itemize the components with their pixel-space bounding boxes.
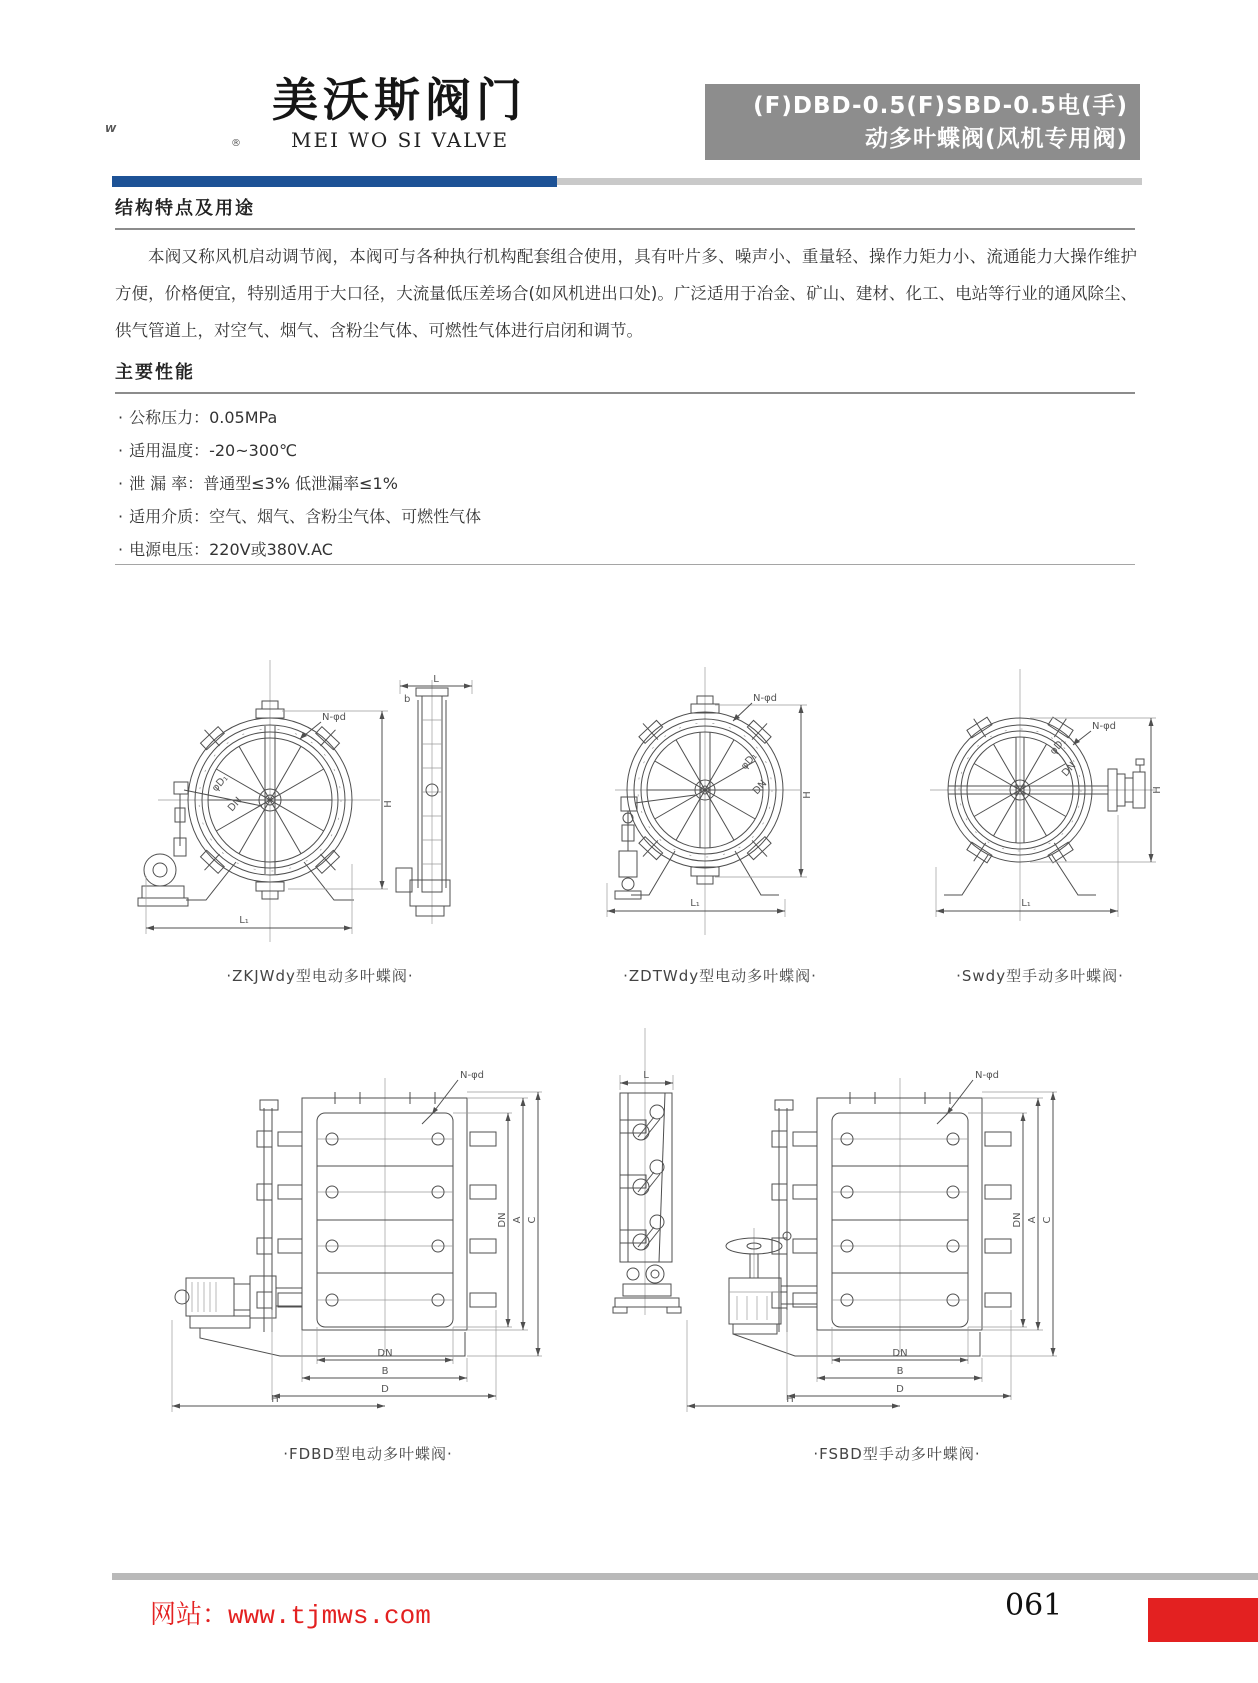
front-view bbox=[158, 660, 380, 942]
dim-label-nphid: N-φd bbox=[753, 693, 778, 704]
manual-gear-operator bbox=[1108, 759, 1145, 811]
front-view bbox=[930, 669, 1155, 921]
support-leg bbox=[631, 851, 675, 895]
support-leg bbox=[735, 851, 779, 895]
electric-actuator bbox=[175, 1276, 465, 1356]
dimensions bbox=[172, 1070, 542, 1412]
footer-red-tab bbox=[1148, 1598, 1258, 1642]
dim-label-dn: DN bbox=[226, 795, 245, 815]
dim-label-l1: L₁ bbox=[239, 915, 249, 926]
dim-label-dn: DN bbox=[892, 1348, 908, 1359]
support-leg bbox=[304, 862, 354, 900]
dim-label-h: H bbox=[271, 1394, 279, 1405]
dim-label-dn: DN bbox=[377, 1348, 393, 1359]
dim-label-c: C bbox=[1042, 1216, 1053, 1224]
bullet-icon: · bbox=[118, 540, 124, 559]
dim-label-nphid: N-φd bbox=[322, 712, 347, 723]
dim-label-dn: DN bbox=[751, 778, 770, 798]
list-item-text: 适用介质：空气、烟气、含粉尘气体、可燃性气体 bbox=[129, 507, 482, 526]
dim-label-h: H bbox=[1152, 786, 1163, 794]
caption-swdy: ·Swdy型手动多叶蝶阀· bbox=[956, 967, 1124, 985]
features-paragraph: 本阀又称风机启动调节阀，本阀可与各种执行机构配套组合使用，具有叶片多、噪声小、重量轻、操作力矩力小、流通能力大操作维护方便，价格便宜，特别适用于大口径，大流量低压差场合(如风机进出口处)。广泛适用于冶金、矿山、建材、化工、电站等行业的通风除尘、供气管道上，对空气、烟气、含粉尘气体、可燃性气体进行启闭和调节。 bbox=[115, 247, 1137, 340]
logo-w-mark: W bbox=[105, 124, 117, 135]
caption-fsbd: ·FSBD型手动多叶蝶阀· bbox=[813, 1445, 981, 1463]
bullet-icon: · bbox=[118, 507, 124, 526]
company-logo bbox=[103, 62, 268, 154]
dim-label-dn: DN bbox=[1060, 760, 1079, 780]
support-leg bbox=[186, 862, 236, 900]
bullet-icon: · bbox=[118, 474, 124, 493]
side-view bbox=[396, 674, 472, 924]
registered-mark-icon: ® bbox=[231, 138, 241, 149]
list-item-text: 电源电压：220V或380V.AC bbox=[129, 540, 333, 559]
header-accent-bar-gray bbox=[557, 178, 1142, 185]
dim-label-nphid: N-φd bbox=[975, 1070, 1000, 1081]
brand-name-en: MEI WO SI VALVE bbox=[291, 128, 510, 152]
website-url[interactable]: www.tjmws.com bbox=[228, 1601, 431, 1631]
performance-list bbox=[118, 401, 481, 566]
section-title-performance: 主要性能 bbox=[115, 362, 195, 383]
list-item bbox=[118, 467, 481, 500]
drawing-fsbd-valve bbox=[675, 1020, 1070, 1415]
list-item-text: 适用温度：-20~300℃ bbox=[129, 441, 298, 460]
caption-zkjw: ·ZKJWdy型电动多叶蝶阀· bbox=[226, 967, 414, 985]
linkage-mechanism bbox=[633, 1105, 664, 1250]
support-leg bbox=[944, 855, 988, 895]
dim-label-b: B bbox=[896, 1366, 904, 1377]
drawing-zkjw-valve bbox=[130, 640, 480, 950]
product-title-line2: 动多叶蝶阀(风机专用阀) bbox=[864, 126, 1128, 152]
front-view bbox=[615, 667, 800, 935]
list-item-text: 泄 漏 率：普通型≤3% 低泄漏率≤1% bbox=[129, 474, 398, 493]
dim-label-phid1: φD₁ bbox=[739, 751, 760, 773]
website-line bbox=[150, 1594, 431, 1631]
electric-actuator bbox=[138, 782, 262, 906]
list-item-text: 公称压力：0.05MPa bbox=[129, 408, 278, 427]
dim-label-nphid: N-φd bbox=[460, 1070, 485, 1081]
support-leg bbox=[1052, 855, 1096, 895]
caption-fdbd: ·FDBD型电动多叶蝶阀· bbox=[283, 1445, 453, 1463]
list-item bbox=[118, 533, 481, 566]
dim-label-l1: L₁ bbox=[690, 898, 700, 909]
list-item bbox=[118, 434, 481, 467]
page-number: 061 bbox=[1005, 1588, 1063, 1623]
bullet-icon: · bbox=[118, 408, 124, 427]
dim-label-phid1: φD₁ bbox=[1048, 736, 1069, 758]
dim-label-l1: L₁ bbox=[1021, 898, 1031, 909]
dim-label-h: H bbox=[383, 800, 394, 808]
footer-divider-bar bbox=[112, 1573, 1258, 1580]
dim-label-d: D bbox=[896, 1384, 904, 1395]
product-title-banner bbox=[705, 84, 1140, 160]
dim-label-a: A bbox=[1027, 1216, 1038, 1224]
dim-label-dn: DN bbox=[1012, 1212, 1023, 1228]
website-label: 网站： bbox=[150, 1600, 229, 1630]
drawing-swdy-valve bbox=[870, 655, 1165, 950]
section-title-features: 结构特点及用途 bbox=[115, 198, 255, 219]
front-view bbox=[772, 1078, 1011, 1352]
dim-label-h: H bbox=[802, 791, 813, 799]
dim-label-h: H bbox=[786, 1394, 794, 1405]
dim-label-a: A bbox=[512, 1216, 523, 1224]
dim-label-c: C bbox=[527, 1216, 538, 1224]
front-view bbox=[257, 1078, 496, 1352]
dim-label-b: b bbox=[404, 694, 411, 705]
list-item bbox=[118, 500, 481, 533]
section-rule bbox=[115, 228, 1135, 230]
dim-label-phid1: φD₁ bbox=[210, 773, 231, 795]
brand-name-cn: 美沃斯阀门 bbox=[272, 73, 527, 127]
dim-label-nphid: N-φd bbox=[1092, 721, 1117, 732]
product-title-line1: (F)DBD-0.5(F)SBD-0.5电(手) bbox=[753, 93, 1128, 119]
caption-zdtw: ·ZDTWdy型电动多叶蝶阀· bbox=[623, 967, 817, 985]
bullet-icon: · bbox=[118, 441, 124, 460]
section-rule bbox=[115, 392, 1135, 394]
dim-label-d: D bbox=[381, 1384, 389, 1395]
dim-label-dn: DN bbox=[497, 1212, 508, 1228]
content-divider bbox=[115, 564, 1135, 565]
dim-label-l: L bbox=[643, 1070, 649, 1081]
dim-label-l: L bbox=[433, 674, 439, 685]
drawing-zdtw-valve bbox=[595, 655, 825, 950]
header-accent-bar-blue bbox=[112, 176, 557, 187]
dimensions bbox=[687, 1070, 1057, 1412]
list-item bbox=[118, 401, 481, 434]
electric-actuator bbox=[615, 795, 695, 899]
dim-label-b: B bbox=[381, 1366, 389, 1377]
drawing-fdbd-valve bbox=[160, 1020, 555, 1415]
